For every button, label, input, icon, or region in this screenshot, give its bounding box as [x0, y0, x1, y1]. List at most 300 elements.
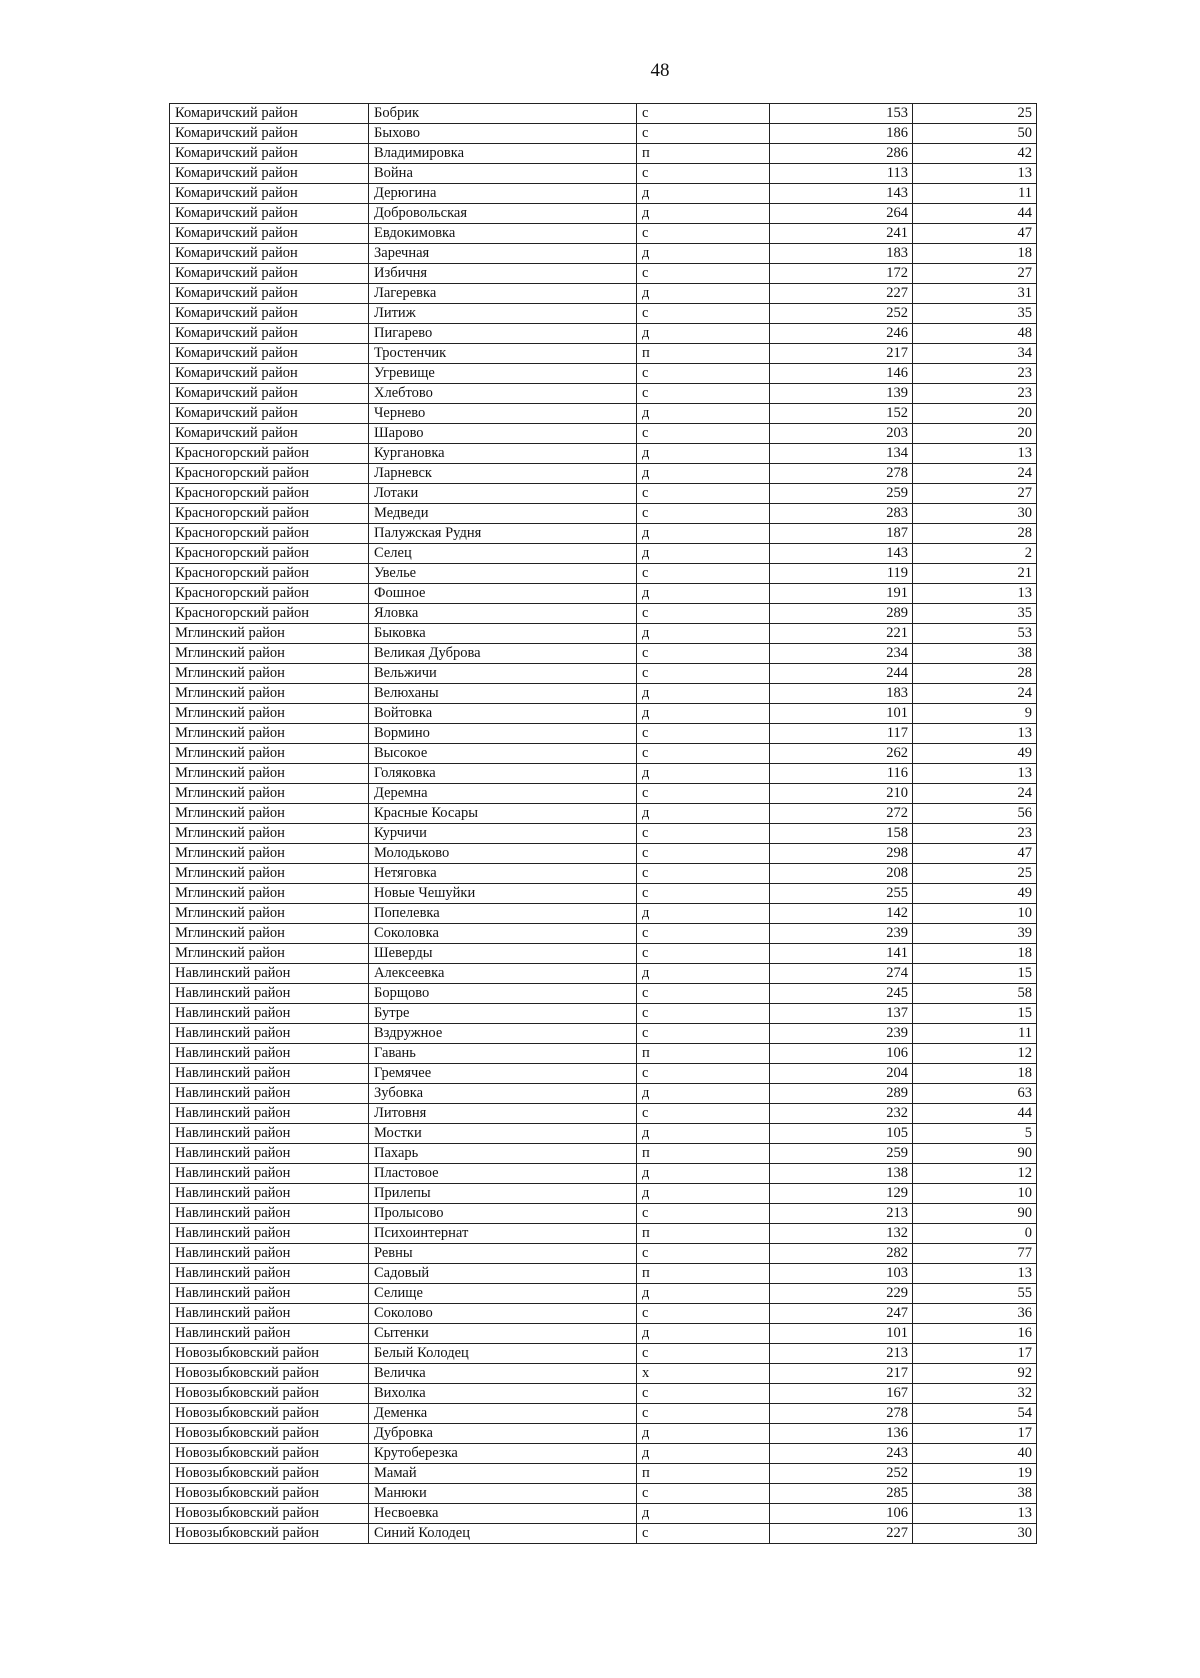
district-cell: Красногорский район — [170, 464, 369, 484]
settlement-cell: Деменка — [369, 1404, 637, 1424]
district-cell: Комаричский район — [170, 404, 369, 424]
value-a-cell: 246 — [770, 324, 913, 344]
settlement-cell: Мамай — [369, 1464, 637, 1484]
district-cell: Навлинский район — [170, 1004, 369, 1024]
value-b-cell: 13 — [913, 584, 1037, 604]
value-b-cell: 2 — [913, 544, 1037, 564]
type-cell: д — [637, 1444, 770, 1464]
table-row — [170, 984, 1037, 1004]
table-row — [170, 1404, 1037, 1424]
settlement-cell: Ларневск — [369, 464, 637, 484]
settlement-cell: Прилепы — [369, 1184, 637, 1204]
value-b-cell: 36 — [913, 1304, 1037, 1324]
type-cell: с — [637, 1484, 770, 1504]
value-b-cell: 23 — [913, 364, 1037, 384]
value-a-cell: 142 — [770, 904, 913, 924]
settlement-cell: Заречная — [369, 244, 637, 264]
value-b-cell: 13 — [913, 444, 1037, 464]
table-row — [170, 964, 1037, 984]
type-cell: с — [637, 424, 770, 444]
table-row — [170, 1144, 1037, 1164]
table-row — [170, 1364, 1037, 1384]
district-cell: Мглинский район — [170, 864, 369, 884]
settlement-cell: Нетяговка — [369, 864, 637, 884]
settlement-cell: Шарово — [369, 424, 637, 444]
district-cell: Комаричский район — [170, 104, 369, 124]
table-row — [170, 1444, 1037, 1464]
district-cell: Навлинский район — [170, 1304, 369, 1324]
table-row — [170, 924, 1037, 944]
settlement-cell: Владимировка — [369, 144, 637, 164]
value-a-cell: 221 — [770, 624, 913, 644]
value-a-cell: 255 — [770, 884, 913, 904]
type-cell: с — [637, 724, 770, 744]
value-a-cell: 183 — [770, 684, 913, 704]
value-b-cell: 25 — [913, 864, 1037, 884]
type-cell: п — [637, 1264, 770, 1284]
settlement-cell: Селец — [369, 544, 637, 564]
value-a-cell: 101 — [770, 704, 913, 724]
settlement-cell: Литиж — [369, 304, 637, 324]
table-row — [170, 524, 1037, 544]
value-b-cell: 18 — [913, 1064, 1037, 1084]
value-a-cell: 119 — [770, 564, 913, 584]
type-cell: с — [637, 564, 770, 584]
table-body — [170, 104, 1037, 1544]
district-cell: Новозыбковский район — [170, 1484, 369, 1504]
table-row — [170, 744, 1037, 764]
value-b-cell: 13 — [913, 1264, 1037, 1284]
value-b-cell: 28 — [913, 524, 1037, 544]
value-a-cell: 213 — [770, 1204, 913, 1224]
settlement-cell: Быковка — [369, 624, 637, 644]
value-a-cell: 274 — [770, 964, 913, 984]
settlement-cell: Синий Колодец — [369, 1524, 637, 1544]
settlement-cell: Белый Колодец — [369, 1344, 637, 1364]
type-cell: с — [637, 864, 770, 884]
value-b-cell: 12 — [913, 1044, 1037, 1064]
type-cell: с — [637, 1204, 770, 1224]
settlement-cell: Хлебтово — [369, 384, 637, 404]
settlement-cell: Алексеевка — [369, 964, 637, 984]
type-cell: д — [637, 244, 770, 264]
value-b-cell: 19 — [913, 1464, 1037, 1484]
settlement-cell: Садовый — [369, 1264, 637, 1284]
district-cell: Мглинский район — [170, 804, 369, 824]
settlement-cell: Зубовка — [369, 1084, 637, 1104]
settlement-cell: Вихолка — [369, 1384, 637, 1404]
value-b-cell: 17 — [913, 1344, 1037, 1364]
settlement-cell: Гавань — [369, 1044, 637, 1064]
value-a-cell: 106 — [770, 1504, 913, 1524]
settlement-cell: Медведи — [369, 504, 637, 524]
district-cell: Навлинский район — [170, 1124, 369, 1144]
table-row — [170, 1084, 1037, 1104]
district-cell: Красногорский район — [170, 604, 369, 624]
value-a-cell: 141 — [770, 944, 913, 964]
settlement-cell: Литовня — [369, 1104, 637, 1124]
settlement-cell: Манюки — [369, 1484, 637, 1504]
value-b-cell: 44 — [913, 1104, 1037, 1124]
value-a-cell: 204 — [770, 1064, 913, 1084]
district-cell: Новозыбковский район — [170, 1524, 369, 1544]
type-cell: д — [637, 324, 770, 344]
value-b-cell: 16 — [913, 1324, 1037, 1344]
value-a-cell: 259 — [770, 484, 913, 504]
table-row — [170, 904, 1037, 924]
table-row — [170, 1024, 1037, 1044]
value-a-cell: 264 — [770, 204, 913, 224]
type-cell: с — [637, 1344, 770, 1364]
value-a-cell: 186 — [770, 124, 913, 144]
table-row — [170, 1284, 1037, 1304]
type-cell: с — [637, 1104, 770, 1124]
district-cell: Навлинский район — [170, 1064, 369, 1084]
value-a-cell: 247 — [770, 1304, 913, 1324]
type-cell: с — [637, 944, 770, 964]
table-row — [170, 464, 1037, 484]
district-cell: Комаричский район — [170, 184, 369, 204]
value-a-cell: 137 — [770, 1004, 913, 1024]
value-b-cell: 35 — [913, 304, 1037, 324]
settlement-cell: Вздружное — [369, 1024, 637, 1044]
value-b-cell: 40 — [913, 1444, 1037, 1464]
type-cell: с — [637, 1304, 770, 1324]
value-a-cell: 167 — [770, 1384, 913, 1404]
table-row — [170, 344, 1037, 364]
table-row — [170, 1484, 1037, 1504]
value-a-cell: 282 — [770, 1244, 913, 1264]
value-a-cell: 217 — [770, 1364, 913, 1384]
table-row — [170, 884, 1037, 904]
type-cell: с — [637, 1064, 770, 1084]
settlement-cell: Бобрик — [369, 104, 637, 124]
type-cell: с — [637, 504, 770, 524]
value-a-cell: 103 — [770, 1264, 913, 1284]
settlement-cell: Гремячее — [369, 1064, 637, 1084]
value-a-cell: 143 — [770, 184, 913, 204]
district-cell: Комаричский район — [170, 284, 369, 304]
table-row — [170, 124, 1037, 144]
table-row — [170, 624, 1037, 644]
value-b-cell: 32 — [913, 1384, 1037, 1404]
district-cell: Навлинский район — [170, 1144, 369, 1164]
table-row — [170, 1104, 1037, 1124]
table-row — [170, 1124, 1037, 1144]
table-row — [170, 684, 1037, 704]
district-cell: Комаричский район — [170, 224, 369, 244]
value-b-cell: 27 — [913, 264, 1037, 284]
value-b-cell: 90 — [913, 1144, 1037, 1164]
district-cell: Комаричский район — [170, 344, 369, 364]
table-row — [170, 544, 1037, 564]
district-cell: Комаричский район — [170, 144, 369, 164]
type-cell: с — [637, 824, 770, 844]
table-row — [170, 324, 1037, 344]
district-cell: Новозыбковский район — [170, 1424, 369, 1444]
value-a-cell: 152 — [770, 404, 913, 424]
type-cell: д — [637, 964, 770, 984]
value-a-cell: 243 — [770, 1444, 913, 1464]
value-b-cell: 49 — [913, 744, 1037, 764]
settlement-cell: Добровольская — [369, 204, 637, 224]
type-cell: х — [637, 1364, 770, 1384]
settlement-cell: Бутре — [369, 1004, 637, 1024]
district-cell: Мглинский район — [170, 764, 369, 784]
district-cell: Красногорский район — [170, 524, 369, 544]
table-row — [170, 1004, 1037, 1024]
settlement-cell: Ревны — [369, 1244, 637, 1264]
type-cell: д — [637, 1124, 770, 1144]
district-cell: Мглинский район — [170, 944, 369, 964]
district-cell: Комаричский район — [170, 204, 369, 224]
settlement-cell: Сытенки — [369, 1324, 637, 1344]
table-row — [170, 204, 1037, 224]
table-row — [170, 584, 1037, 604]
district-cell: Новозыбковский район — [170, 1404, 369, 1424]
table-row — [170, 1184, 1037, 1204]
settlement-cell: Евдокимовка — [369, 224, 637, 244]
settlement-cell: Пролысово — [369, 1204, 637, 1224]
value-a-cell: 153 — [770, 104, 913, 124]
value-b-cell: 18 — [913, 244, 1037, 264]
value-b-cell: 12 — [913, 1164, 1037, 1184]
value-a-cell: 139 — [770, 384, 913, 404]
settlement-cell: Дубровка — [369, 1424, 637, 1444]
district-cell: Навлинский район — [170, 1284, 369, 1304]
district-cell: Новозыбковский район — [170, 1364, 369, 1384]
district-cell: Навлинский район — [170, 1244, 369, 1264]
value-a-cell: 117 — [770, 724, 913, 744]
district-cell: Красногорский район — [170, 564, 369, 584]
type-cell: п — [637, 1224, 770, 1244]
type-cell: с — [637, 1004, 770, 1024]
district-cell: Комаричский район — [170, 364, 369, 384]
value-a-cell: 278 — [770, 1404, 913, 1424]
type-cell: д — [637, 184, 770, 204]
table-row — [170, 484, 1037, 504]
settlement-cell: Кургановка — [369, 444, 637, 464]
settlement-cell: Попелевка — [369, 904, 637, 924]
district-cell: Навлинский район — [170, 1184, 369, 1204]
value-b-cell: 31 — [913, 284, 1037, 304]
value-a-cell: 158 — [770, 824, 913, 844]
type-cell: д — [637, 1424, 770, 1444]
table-row — [170, 604, 1037, 624]
value-a-cell: 113 — [770, 164, 913, 184]
district-cell: Комаричский район — [170, 164, 369, 184]
table-row — [170, 384, 1037, 404]
settlement-cell: Увелье — [369, 564, 637, 584]
value-a-cell: 101 — [770, 1324, 913, 1344]
settlement-cell: Вельжичи — [369, 664, 637, 684]
type-cell: с — [637, 924, 770, 944]
district-cell: Мглинский район — [170, 644, 369, 664]
settlement-cell: Фошное — [369, 584, 637, 604]
table-row — [170, 404, 1037, 424]
table-row — [170, 944, 1037, 964]
value-b-cell: 15 — [913, 1004, 1037, 1024]
table-row — [170, 1384, 1037, 1404]
type-cell: д — [637, 1084, 770, 1104]
settlement-cell: Несвоевка — [369, 1504, 637, 1524]
value-a-cell: 252 — [770, 304, 913, 324]
value-b-cell: 17 — [913, 1424, 1037, 1444]
district-cell: Новозыбковский район — [170, 1444, 369, 1464]
type-cell: д — [637, 904, 770, 924]
table-row — [170, 824, 1037, 844]
district-cell: Красногорский район — [170, 544, 369, 564]
district-cell: Комаричский район — [170, 304, 369, 324]
type-cell: с — [637, 304, 770, 324]
settlement-cell: Крутоберезка — [369, 1444, 637, 1464]
district-cell: Мглинский район — [170, 924, 369, 944]
district-cell: Навлинский район — [170, 1164, 369, 1184]
type-cell: с — [637, 664, 770, 684]
value-a-cell: 203 — [770, 424, 913, 444]
type-cell: с — [637, 844, 770, 864]
district-cell: Красногорский район — [170, 444, 369, 464]
value-b-cell: 92 — [913, 1364, 1037, 1384]
district-cell: Комаричский район — [170, 324, 369, 344]
table-row — [170, 1064, 1037, 1084]
value-b-cell: 10 — [913, 904, 1037, 924]
type-cell: д — [637, 764, 770, 784]
district-cell: Новозыбковский район — [170, 1464, 369, 1484]
district-cell: Навлинский район — [170, 984, 369, 1004]
value-b-cell: 47 — [913, 844, 1037, 864]
district-cell: Комаричский район — [170, 264, 369, 284]
value-b-cell: 34 — [913, 344, 1037, 364]
value-b-cell: 42 — [913, 144, 1037, 164]
value-b-cell: 21 — [913, 564, 1037, 584]
value-b-cell: 53 — [913, 624, 1037, 644]
settlement-cell: Яловка — [369, 604, 637, 624]
district-cell: Мглинский район — [170, 784, 369, 804]
settlement-cell: Вормино — [369, 724, 637, 744]
value-a-cell: 239 — [770, 1024, 913, 1044]
value-b-cell: 56 — [913, 804, 1037, 824]
type-cell: с — [637, 784, 770, 804]
value-b-cell: 20 — [913, 404, 1037, 424]
settlement-cell: Высокое — [369, 744, 637, 764]
table-row — [170, 644, 1037, 664]
table-row — [170, 804, 1037, 824]
settlement-cell: Избичня — [369, 264, 637, 284]
type-cell: с — [637, 104, 770, 124]
value-b-cell: 11 — [913, 184, 1037, 204]
value-b-cell: 23 — [913, 824, 1037, 844]
value-a-cell: 298 — [770, 844, 913, 864]
value-a-cell: 187 — [770, 524, 913, 544]
settlement-cell: Пигарево — [369, 324, 637, 344]
district-cell: Навлинский район — [170, 1024, 369, 1044]
settlement-cell: Величка — [369, 1364, 637, 1384]
value-a-cell: 227 — [770, 284, 913, 304]
table-row — [170, 1224, 1037, 1244]
settlement-cell: Тростенчик — [369, 344, 637, 364]
settlement-cell: Угревище — [369, 364, 637, 384]
value-a-cell: 191 — [770, 584, 913, 604]
value-a-cell: 232 — [770, 1104, 913, 1124]
table-row — [170, 504, 1037, 524]
settlement-cell: Молодьково — [369, 844, 637, 864]
value-b-cell: 24 — [913, 684, 1037, 704]
value-b-cell: 15 — [913, 964, 1037, 984]
table-row — [170, 844, 1037, 864]
value-b-cell: 48 — [913, 324, 1037, 344]
table-row — [170, 444, 1037, 464]
district-cell: Навлинский район — [170, 1264, 369, 1284]
value-a-cell: 241 — [770, 224, 913, 244]
value-b-cell: 30 — [913, 1524, 1037, 1544]
value-a-cell: 172 — [770, 264, 913, 284]
type-cell: д — [637, 704, 770, 724]
table-row — [170, 1524, 1037, 1544]
district-cell: Мглинский район — [170, 724, 369, 744]
district-cell: Мглинский район — [170, 844, 369, 864]
type-cell: с — [637, 124, 770, 144]
district-cell: Мглинский район — [170, 884, 369, 904]
type-cell: с — [637, 604, 770, 624]
table-row — [170, 1424, 1037, 1444]
type-cell: п — [637, 344, 770, 364]
value-a-cell: 239 — [770, 924, 913, 944]
district-cell: Мглинский район — [170, 664, 369, 684]
type-cell: с — [637, 264, 770, 284]
value-a-cell: 227 — [770, 1524, 913, 1544]
value-b-cell: 77 — [913, 1244, 1037, 1264]
settlement-cell: Селище — [369, 1284, 637, 1304]
type-cell: с — [637, 384, 770, 404]
settlement-cell: Война — [369, 164, 637, 184]
value-b-cell: 10 — [913, 1184, 1037, 1204]
district-cell: Новозыбковский район — [170, 1384, 369, 1404]
table-row — [170, 164, 1037, 184]
table-row — [170, 1044, 1037, 1064]
type-cell: с — [637, 644, 770, 664]
type-cell: д — [637, 1504, 770, 1524]
district-cell: Навлинский район — [170, 1044, 369, 1064]
table-row — [170, 184, 1037, 204]
type-cell: с — [637, 484, 770, 504]
settlement-cell: Дерюгина — [369, 184, 637, 204]
settlement-cell: Велюханы — [369, 684, 637, 704]
value-a-cell: 244 — [770, 664, 913, 684]
value-a-cell: 262 — [770, 744, 913, 764]
value-b-cell: 30 — [913, 504, 1037, 524]
value-a-cell: 245 — [770, 984, 913, 1004]
table-row — [170, 264, 1037, 284]
type-cell: д — [637, 624, 770, 644]
table-row — [170, 224, 1037, 244]
value-a-cell: 213 — [770, 1344, 913, 1364]
district-cell: Комаричский район — [170, 244, 369, 264]
settlement-cell: Деремна — [369, 784, 637, 804]
type-cell: д — [637, 284, 770, 304]
settlement-cell: Курчичи — [369, 824, 637, 844]
district-cell: Красногорский район — [170, 584, 369, 604]
value-b-cell: 13 — [913, 764, 1037, 784]
value-a-cell: 252 — [770, 1464, 913, 1484]
type-cell: д — [637, 684, 770, 704]
type-cell: д — [637, 1184, 770, 1204]
value-b-cell: 24 — [913, 784, 1037, 804]
settlement-cell: Войтовка — [369, 704, 637, 724]
value-a-cell: 272 — [770, 804, 913, 824]
value-a-cell: 129 — [770, 1184, 913, 1204]
district-cell: Мглинский район — [170, 684, 369, 704]
